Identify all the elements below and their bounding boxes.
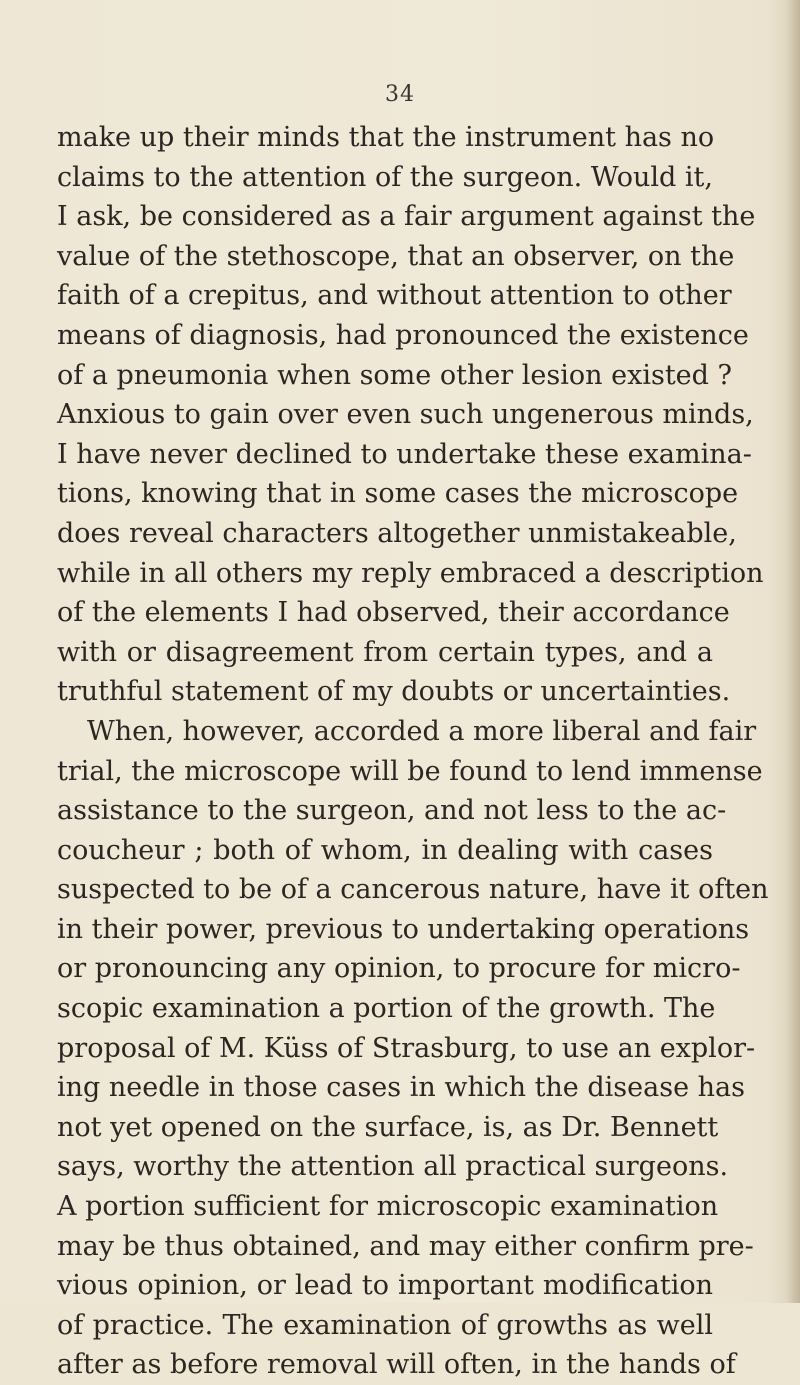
text-line: A portion sufficient for microscopic examination bbox=[57, 1191, 719, 1223]
text-line: with or disagreement from certain types, and a bbox=[57, 636, 713, 668]
text-line: of the elements I had observed, their accordance bbox=[57, 597, 730, 629]
page-edge-shadow bbox=[786, 0, 800, 1303]
text-line: does reveal characters altogether unmistakeable, bbox=[57, 517, 737, 549]
text-line: means of diagnosis, had pronounced the existence bbox=[57, 319, 749, 351]
text-line: may be thus obtained, and may either confirm pre- bbox=[57, 1230, 754, 1262]
text-line: vious opinion, or lead to important modification bbox=[57, 1270, 713, 1302]
text-line: in their power, previous to undertaking operations bbox=[57, 913, 750, 945]
text-line: not yet opened on the surface, is, as Dr. Bennett bbox=[57, 1111, 719, 1143]
text-line: claims to the attention of the surgeon. Would it, bbox=[57, 161, 713, 193]
text-line: or pronouncing any opinion, to procure for micro- bbox=[57, 953, 741, 985]
text-line: ing needle in those cases in which the disease has bbox=[57, 1072, 745, 1104]
text-line: faith of a crepitus, and without attention to other bbox=[57, 280, 732, 312]
text-line: scopic examination a portion of the growth. The bbox=[57, 993, 716, 1025]
text-line: truthful statement of my doubts or uncertainties. bbox=[57, 676, 731, 708]
text-line: while in all others my reply embraced a description bbox=[57, 557, 764, 589]
paragraph-start-line: When, however, accorded a more liberal and fair bbox=[87, 715, 757, 747]
text-line: of practice. The examination of growths as well bbox=[57, 1309, 713, 1341]
text-line: Anxious to gain over even such ungenerous minds, bbox=[57, 399, 754, 431]
text-line: tions, knowing that in some cases the microscope bbox=[57, 478, 739, 510]
body-text bbox=[57, 118, 769, 1385]
page-number: 34 bbox=[385, 82, 415, 107]
text-line: assistance to the surgeon, and not less to the ac- bbox=[57, 795, 727, 827]
text-line: make up their minds that the instrument has no bbox=[57, 122, 715, 153]
text-line: trial, the microscope will be found to lend immense bbox=[57, 755, 763, 787]
text-line: of a pneumonia when some other lesion existed ? bbox=[57, 359, 732, 391]
text-line: suspected to be of a cancerous nature, have it often bbox=[57, 874, 769, 906]
text-line: after as before removal will often, in the hands of bbox=[57, 1349, 736, 1381]
text-line: says, worthy the attention all practical surgeons. bbox=[57, 1151, 729, 1183]
text-line: coucheur ; both of whom, in dealing with cases bbox=[57, 834, 713, 866]
text-line: value of the stethoscope, that an observer, on the bbox=[57, 240, 735, 272]
text-line: I ask, be considered as a fair argument against the bbox=[57, 201, 756, 233]
text-line: proposal of M. Küss of Strasburg, to use an explor- bbox=[57, 1032, 756, 1064]
text-line: I have never declined to undertake these examina- bbox=[57, 438, 752, 470]
